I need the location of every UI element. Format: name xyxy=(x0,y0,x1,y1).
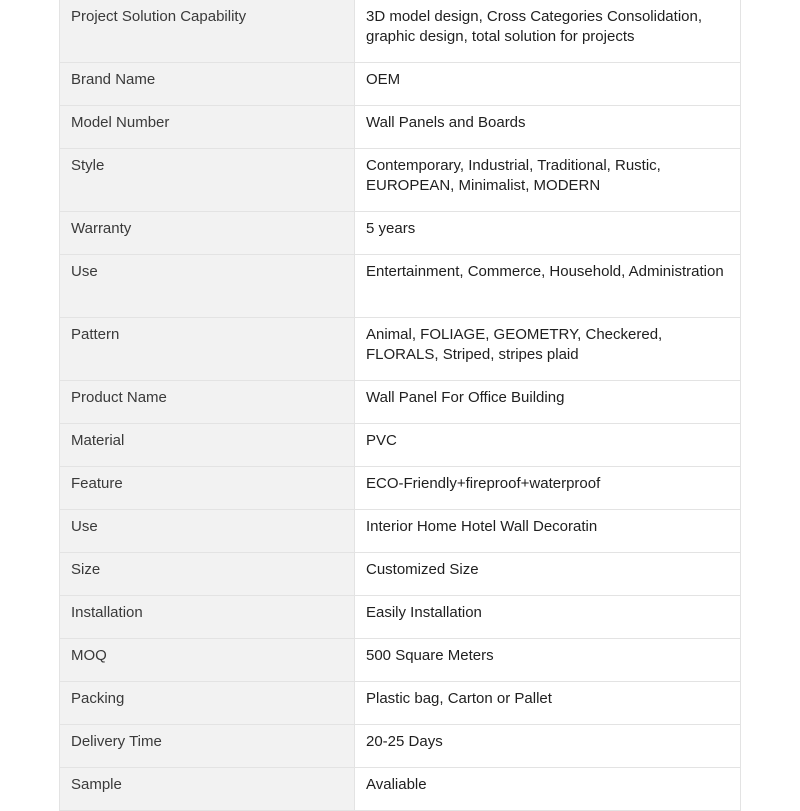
table-row xyxy=(60,639,741,682)
spec-label: Size xyxy=(60,553,355,596)
spec-label: Pattern xyxy=(60,318,355,381)
spec-value: Animal, FOLIAGE, GEOMETRY, Checkered, FLORALS, Striped, stripes plaid xyxy=(355,318,741,381)
table-row xyxy=(60,381,741,424)
spec-value: OEM xyxy=(355,63,741,106)
spec-value: Interior Home Hotel Wall Decoratin xyxy=(355,510,741,553)
spec-value: PVC xyxy=(355,424,741,467)
spec-label: MOQ xyxy=(60,639,355,682)
spec-value: Customized Size xyxy=(355,553,741,596)
spec-label: Brand Name xyxy=(60,63,355,106)
table-row xyxy=(60,149,741,212)
table-row xyxy=(60,553,741,596)
spec-label: Warranty xyxy=(60,212,355,255)
spec-label: Sample xyxy=(60,768,355,811)
spec-label: Use xyxy=(60,255,355,318)
spec-value: 5 years xyxy=(355,212,741,255)
spec-label: Style xyxy=(60,149,355,212)
spec-value: Avaliable xyxy=(355,768,741,811)
table-row xyxy=(60,424,741,467)
spec-label: Packing xyxy=(60,682,355,725)
table-row xyxy=(60,63,741,106)
spec-label: Installation xyxy=(60,596,355,639)
table-row xyxy=(60,212,741,255)
product-specs-table xyxy=(59,0,741,811)
table-row xyxy=(60,510,741,553)
table-row xyxy=(60,768,741,811)
spec-label: Use xyxy=(60,510,355,553)
table-row xyxy=(60,255,741,318)
spec-value: 3D model design, Cross Categories Consolidation, graphic design, total solution for projects xyxy=(355,0,741,63)
spec-value: 20-25 Days xyxy=(355,725,741,768)
table-row xyxy=(60,725,741,768)
spec-value: Wall Panel For Office Building xyxy=(355,381,741,424)
spec-value: Wall Panels and Boards xyxy=(355,106,741,149)
spec-label: Product Name xyxy=(60,381,355,424)
spec-label: Model Number xyxy=(60,106,355,149)
table-row xyxy=(60,682,741,725)
table-row xyxy=(60,467,741,510)
spec-value: 500 Square Meters xyxy=(355,639,741,682)
spec-value: Plastic bag, Carton or Pallet xyxy=(355,682,741,725)
spec-value: Contemporary, Industrial, Traditional, Rustic, EUROPEAN, Minimalist, MODERN xyxy=(355,149,741,212)
spec-value: Entertainment, Commerce, Household, Administration xyxy=(355,255,741,318)
spec-label: Project Solution Capability xyxy=(60,0,355,63)
spec-value: ECO-Friendly+fireproof+waterproof xyxy=(355,467,741,510)
table-row xyxy=(60,106,741,149)
spec-label: Delivery Time xyxy=(60,725,355,768)
table-row xyxy=(60,596,741,639)
spec-value: Easily Installation xyxy=(355,596,741,639)
spec-label: Material xyxy=(60,424,355,467)
table-row xyxy=(60,318,741,381)
table-row xyxy=(60,0,741,63)
spec-label: Feature xyxy=(60,467,355,510)
